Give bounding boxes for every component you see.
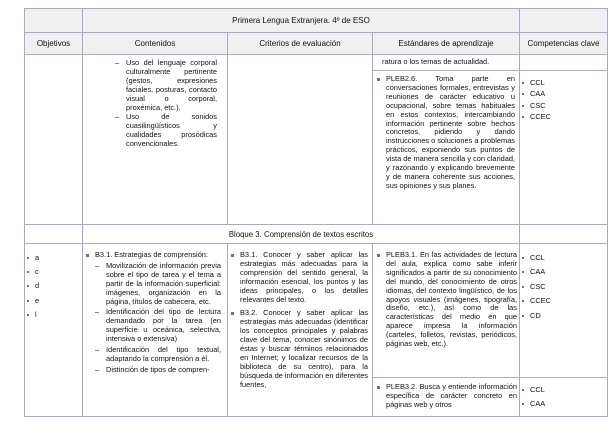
table-title: Primera Lengua Extranjera. 4º de ESO bbox=[82, 8, 520, 33]
criterios-cell bbox=[227, 54, 373, 225]
objetivos-cell bbox=[24, 243, 83, 417]
bullet-icon bbox=[27, 257, 29, 259]
competencia-item: CAA bbox=[522, 265, 551, 279]
bullet-icon bbox=[522, 116, 524, 118]
contenidos-cell bbox=[82, 243, 228, 417]
estandar-prev-tail: ratura o los temas de actualidad. bbox=[382, 57, 490, 66]
bullet-icon bbox=[522, 286, 524, 288]
competencia-item: CCEC bbox=[522, 294, 551, 308]
bullet-icon bbox=[522, 105, 524, 107]
competencia-item: CCL bbox=[522, 383, 545, 397]
criterios-cell bbox=[227, 243, 373, 417]
competencia-item: CD bbox=[522, 309, 551, 323]
list-item: – Uso del lenguaje corporal culturalmente pertinente (gestos, expresiones faciales, posturas, contacto visual o corporal, proxémica, etc.). bbox=[115, 59, 217, 112]
estandar-cell bbox=[372, 70, 520, 225]
bullet-icon bbox=[522, 271, 524, 273]
bullet-icon bbox=[231, 254, 234, 257]
objetivo-item: d bbox=[27, 279, 39, 293]
bullet-icon bbox=[27, 314, 29, 316]
header-empty-cell bbox=[519, 8, 608, 33]
objetivos-cell bbox=[24, 54, 83, 225]
list-item: B3.2. Conocer y saber aplicar las estrategias más adecuadas (identificar los conceptos principales y palabras clave del tema, conocer sinónimos de éstas y buscar términos relacionados en Internet; y localizar recursos de la biblioteca de su centro), para la búsqueda de información en diferentes fuentes, bbox=[231, 309, 368, 389]
bullet-icon bbox=[27, 285, 29, 287]
bullet-icon bbox=[27, 271, 29, 273]
list-item: PLEB2.6. Toma parte en conversaciones formales, entrevistas y reuniones de carácter educativo u ocupacional, sobre temas habituales en estos contextos, intercambiando información pertinente sobre hechos concretos, pidiendo y dando instrucciones o soluciones a problemas prácticos, exponiendo sus puntos de vista de manera sencilla y con claridad, y razonando y explicando brevemente y de manera coherente sus acciones, sus opiniones y sus planes. bbox=[377, 75, 515, 191]
list-item: – Identificación del tipo de lectura demandado por la tarea (en superficie u oceánica, selectiva, intensiva o extensiva) bbox=[95, 308, 221, 344]
list-item: – Movilización de información previa sobre el tipo de tarea y el tema a partir de la información superficial: imágenes, organización en la página, títulos de cabecera, etc. bbox=[95, 262, 221, 307]
competencias-cell bbox=[519, 70, 608, 225]
list-item: – Distinción de tipos de compren- bbox=[95, 366, 221, 375]
block-title: Bloque 3. Comprensión de textos escritos bbox=[82, 224, 520, 244]
competencia-item: CCEC bbox=[522, 111, 551, 122]
bullet-icon bbox=[522, 315, 524, 317]
bullet-icon bbox=[522, 82, 524, 84]
bullet-icon bbox=[377, 254, 380, 257]
block-empty-cell bbox=[519, 224, 608, 244]
bullet-icon bbox=[522, 389, 524, 391]
bullet-icon bbox=[86, 254, 89, 257]
estandar-prev-cell bbox=[372, 54, 520, 71]
block-empty-cell bbox=[24, 224, 83, 244]
list-item: PLEB3.1. En las actividades de lectura del aula, explica como sabe inferir significados a partir de su conocimiento del mundo, del conocimiento de otros idiomas, del contexto lingüístico, de los apoyos visuales (imágenes, tipografía, diseño, etc.), así como de las características del medio en que aparece impresa la información (carteles, folletos, revistas, periódicos, páginas web, etc.). bbox=[377, 251, 517, 349]
bullet-icon bbox=[377, 386, 380, 389]
competencia-item: CAA bbox=[522, 397, 545, 411]
list-item: PLEB3.2. Busca y entiende información específica de carácter concreto en páginas web y otros bbox=[377, 383, 517, 410]
bullet-icon bbox=[522, 403, 524, 405]
col-contenidos: Contenidos bbox=[82, 32, 228, 55]
competencia-item: CAA bbox=[522, 88, 551, 99]
competencia-item: CSC bbox=[522, 280, 551, 294]
contenidos-cell bbox=[82, 54, 228, 225]
bullet-icon bbox=[522, 257, 524, 259]
col-estandares: Estándares de aprendizaje bbox=[372, 32, 520, 55]
competencias-prev-cell bbox=[519, 54, 608, 71]
estandar-cell bbox=[372, 243, 520, 378]
bullet-icon bbox=[522, 93, 524, 95]
bullet-icon bbox=[377, 78, 380, 81]
objetivo-item: a bbox=[27, 251, 39, 265]
objetivo-item: c bbox=[27, 265, 39, 279]
bullet-icon bbox=[231, 312, 234, 315]
estandar-cell bbox=[372, 377, 520, 417]
competencias-cell bbox=[519, 243, 608, 378]
competencia-item: CSC bbox=[522, 100, 551, 111]
objetivo-item: l bbox=[27, 308, 39, 322]
list-item: B3.1. Estrategias de comprensión: bbox=[86, 251, 221, 260]
objetivo-item: e bbox=[27, 294, 39, 308]
competencia-item: CCL bbox=[522, 77, 551, 88]
col-criterios: Criterios de evaluación bbox=[227, 32, 373, 55]
list-item: B3.1. Conocer y saber aplicar las estrategias más adecuadas para la comprensión del sentido general, la información esencial, los puntos y las ideas principales, o los detalles relevantes del texto. bbox=[231, 251, 368, 304]
bullet-icon bbox=[522, 300, 524, 302]
col-competencias: Competencias clave bbox=[519, 32, 608, 55]
competencia-item: CCL bbox=[522, 251, 551, 265]
list-item: – Uso de sonidos cuasilingüísticos y cualidades prosódicas convencionales. bbox=[115, 113, 217, 149]
competencias-cell bbox=[519, 377, 608, 417]
list-item: – Identificación del tipo textual, adaptando la comprensión a él. bbox=[95, 346, 221, 364]
col-objetivos: Objetivos bbox=[24, 32, 83, 55]
header-empty-cell bbox=[24, 8, 83, 33]
bullet-icon bbox=[27, 300, 29, 302]
